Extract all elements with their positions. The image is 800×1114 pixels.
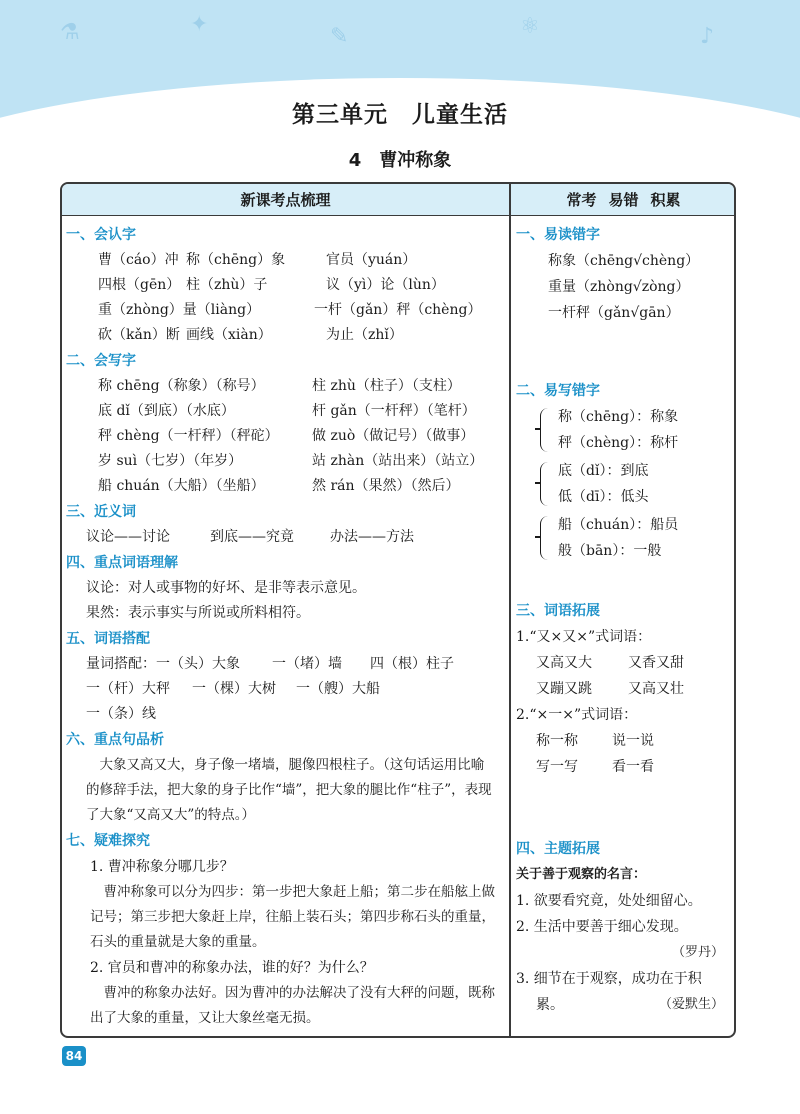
quote: 1. 欲要看究竟，处处细留心。 <box>516 893 702 909</box>
list-item <box>60 399 502 424</box>
section-title: 四、重点词语理解 <box>66 555 178 571</box>
brace-icon <box>540 462 550 506</box>
list-item: 称（chēng）：称象 <box>558 409 679 425</box>
word: 说一说 <box>612 733 654 749</box>
column-divider <box>509 184 511 1038</box>
list-item: 船（chuán）：船员 <box>558 517 679 533</box>
section-title: 三、词语拓展 <box>516 603 600 619</box>
right-column <box>512 222 734 1018</box>
measure-word: 一（杆）大秤 <box>86 681 170 697</box>
star-icon: ✦ <box>190 12 209 37</box>
measure-word: 一（棵）大树 <box>192 681 276 697</box>
answer: 曹冲的称象办法好。因为曹冲的办法解决了没有大秤的问题，既称出了大象的重量，又让大象丝毫无损。 <box>90 985 495 1026</box>
list-item <box>60 525 502 550</box>
measure-word: 一（艘）大船 <box>296 681 380 697</box>
section-title: 一、易读错字 <box>516 227 600 243</box>
word: 看一看 <box>612 759 654 775</box>
unit-name: 儿童生活 <box>412 102 508 128</box>
write-char: 船 chuán（大船）（坐船） <box>98 478 265 494</box>
list-item: 称象（chēng√chèng） <box>548 253 700 269</box>
word: 写一写 <box>536 759 578 775</box>
quote-lead: 关于善于观察的名言： <box>516 867 647 882</box>
write-char: 岁 suì（七岁）（年岁） <box>98 453 243 469</box>
right-column-header <box>511 184 736 216</box>
list-item <box>60 248 502 273</box>
char-compare-group <box>512 458 734 510</box>
section-title: 二、易写错字 <box>516 383 600 399</box>
unit-number: 第三单元 <box>292 102 388 128</box>
right-header-part: 积累 <box>650 191 681 209</box>
char-reading: 称（chēng）象 <box>186 252 286 268</box>
write-char: 站 zhàn（站出来）（站立） <box>312 453 484 469</box>
right-header-part: 易错 <box>608 191 639 209</box>
measure-word: 四（根）柱子 <box>370 656 454 672</box>
sentence-analysis: 大象又高又大，身子像一堵墙，腿像四根柱子。（这句话运用比喻的修辞手法，把大象的身子比作“墙”，把大象的腿比作“柱子”，表现了大象“又高又大”的特点。） <box>86 757 492 823</box>
word: 又香又甜 <box>628 655 684 671</box>
list-item: 一杆秤（gǎn√gān） <box>548 305 680 321</box>
quote-author: （罗丹） <box>671 945 724 960</box>
word: 又高又大 <box>536 655 592 671</box>
list-item: 般（bān）：一般 <box>558 543 662 559</box>
section-title: 二、会写字 <box>66 353 136 369</box>
list-item <box>512 728 734 754</box>
char-reading: 四根（gēn） <box>98 277 181 293</box>
definition-line: 果然：表示事实与所说或所料相符。 <box>86 605 310 621</box>
list-item: 低（dī）：低头 <box>558 489 649 505</box>
write-char: 杆 gǎn（一杆秤）（笔杆） <box>312 403 476 419</box>
list-item <box>512 650 734 676</box>
write-char: 柱 zhù（柱子）（支柱） <box>312 378 461 394</box>
brace-icon <box>540 516 550 560</box>
section-title: 七、疑难探究 <box>66 833 150 849</box>
list-item: 秤（chèng）：称杆 <box>558 435 679 451</box>
left-column <box>60 222 502 1031</box>
lesson-number: 4 <box>348 150 362 171</box>
synonym-pair: 到底——究竟 <box>210 529 294 545</box>
page-number: 84 <box>62 1046 86 1066</box>
flask-icon: ⚗ <box>60 20 80 45</box>
write-char: 做 zuò（做记号）（做事） <box>312 428 475 444</box>
unit-title <box>0 96 800 129</box>
list-item <box>512 676 734 702</box>
write-char: 底 dǐ（到底）（水底） <box>98 403 235 419</box>
word: 又蹦又跳 <box>536 681 592 697</box>
char-reading: 议（yì）论（lùn） <box>326 277 445 293</box>
char-reading: 柱（zhù）子 <box>186 277 268 293</box>
quote: 2. 生活中要善于细心发现。 <box>516 919 688 935</box>
list-item: 底（dǐ）：到底 <box>558 463 649 479</box>
char-reading: 砍（kǎn）断 <box>98 327 180 343</box>
measure-word: 量词搭配：一（头）大象 <box>86 656 240 672</box>
list-item <box>60 323 502 348</box>
list-item <box>60 298 502 323</box>
measure-word: 一（堵）墙 <box>272 656 342 672</box>
quote: 3. 细节在于观察，成功在于积 <box>516 971 702 987</box>
measure-word: 一（条）线 <box>86 706 156 722</box>
section-title: 四、主题拓展 <box>516 841 600 857</box>
quote-tail: 累。 <box>536 997 564 1013</box>
write-char: 然 rán（果然）（然后） <box>312 478 460 494</box>
lesson-title <box>0 146 800 172</box>
section-title: 一、会认字 <box>66 227 136 243</box>
subheading: 2.“×一×”式词语： <box>516 707 638 723</box>
right-header-part: 常考 <box>566 191 597 209</box>
char-reading: 一杆（gǎn）秤（chèng） <box>314 302 482 318</box>
char-reading: 曹（cáo）冲 <box>98 252 179 268</box>
list-item: 重量（zhòng√zòng） <box>548 279 690 295</box>
question: 1. 曹冲称象分哪几步？ <box>90 859 234 875</box>
subheading: 1.“又×又×”式词语： <box>516 629 652 645</box>
question: 2. 官员和曹冲的称象办法，谁的好？为什么？ <box>90 960 374 976</box>
section-title: 五、词语搭配 <box>66 631 150 647</box>
char-reading: 官员（yuán） <box>326 252 417 268</box>
list-item <box>60 677 502 702</box>
word: 又高又壮 <box>628 681 684 697</box>
char-compare-group <box>512 404 734 456</box>
write-char: 秤 chèng（一杆秤）（秤砣） <box>98 428 279 444</box>
char-compare-group <box>512 512 734 564</box>
left-column-header: 新课考点梳理 <box>62 184 509 216</box>
list-item <box>60 273 502 298</box>
list-item <box>60 652 502 677</box>
char-reading: 重（zhòng）量（liàng） <box>98 302 261 318</box>
quote-author: （爱默生） <box>658 997 724 1012</box>
word: 称一称 <box>536 733 578 749</box>
lesson-name: 曹冲称象 <box>379 150 452 171</box>
list-item <box>60 424 502 449</box>
quote-continued <box>512 992 734 1018</box>
char-reading: 画线（xiàn） <box>186 327 272 343</box>
pencil-icon: ✎ <box>330 24 349 49</box>
list-item <box>60 374 502 399</box>
section-title: 六、重点句品析 <box>66 732 164 748</box>
list-item <box>512 754 734 780</box>
synonym-pair: 办法——方法 <box>330 529 414 545</box>
music-icon: ♪ <box>700 24 715 49</box>
answer: 曹冲称象可以分为四步：第一步把大象赶上船；第二步在船舷上做记号；第三步把大象赶上岸，往船上装石头；第四步称石头的重量，石头的重量就是大象的重量。 <box>90 884 495 950</box>
synonym-pair: 议论——讨论 <box>86 529 170 545</box>
char-reading: 为止（zhǐ） <box>326 327 403 343</box>
section-title: 三、近义词 <box>66 504 136 520</box>
write-char: 称 chēng（称象）（称号） <box>98 378 265 394</box>
atom-icon: ⚛ <box>520 14 540 39</box>
brace-icon <box>540 408 550 452</box>
list-item <box>60 449 502 474</box>
definition-line: 议论：对人或事物的好坏、是非等表示意见。 <box>86 580 366 596</box>
list-item <box>60 474 502 499</box>
